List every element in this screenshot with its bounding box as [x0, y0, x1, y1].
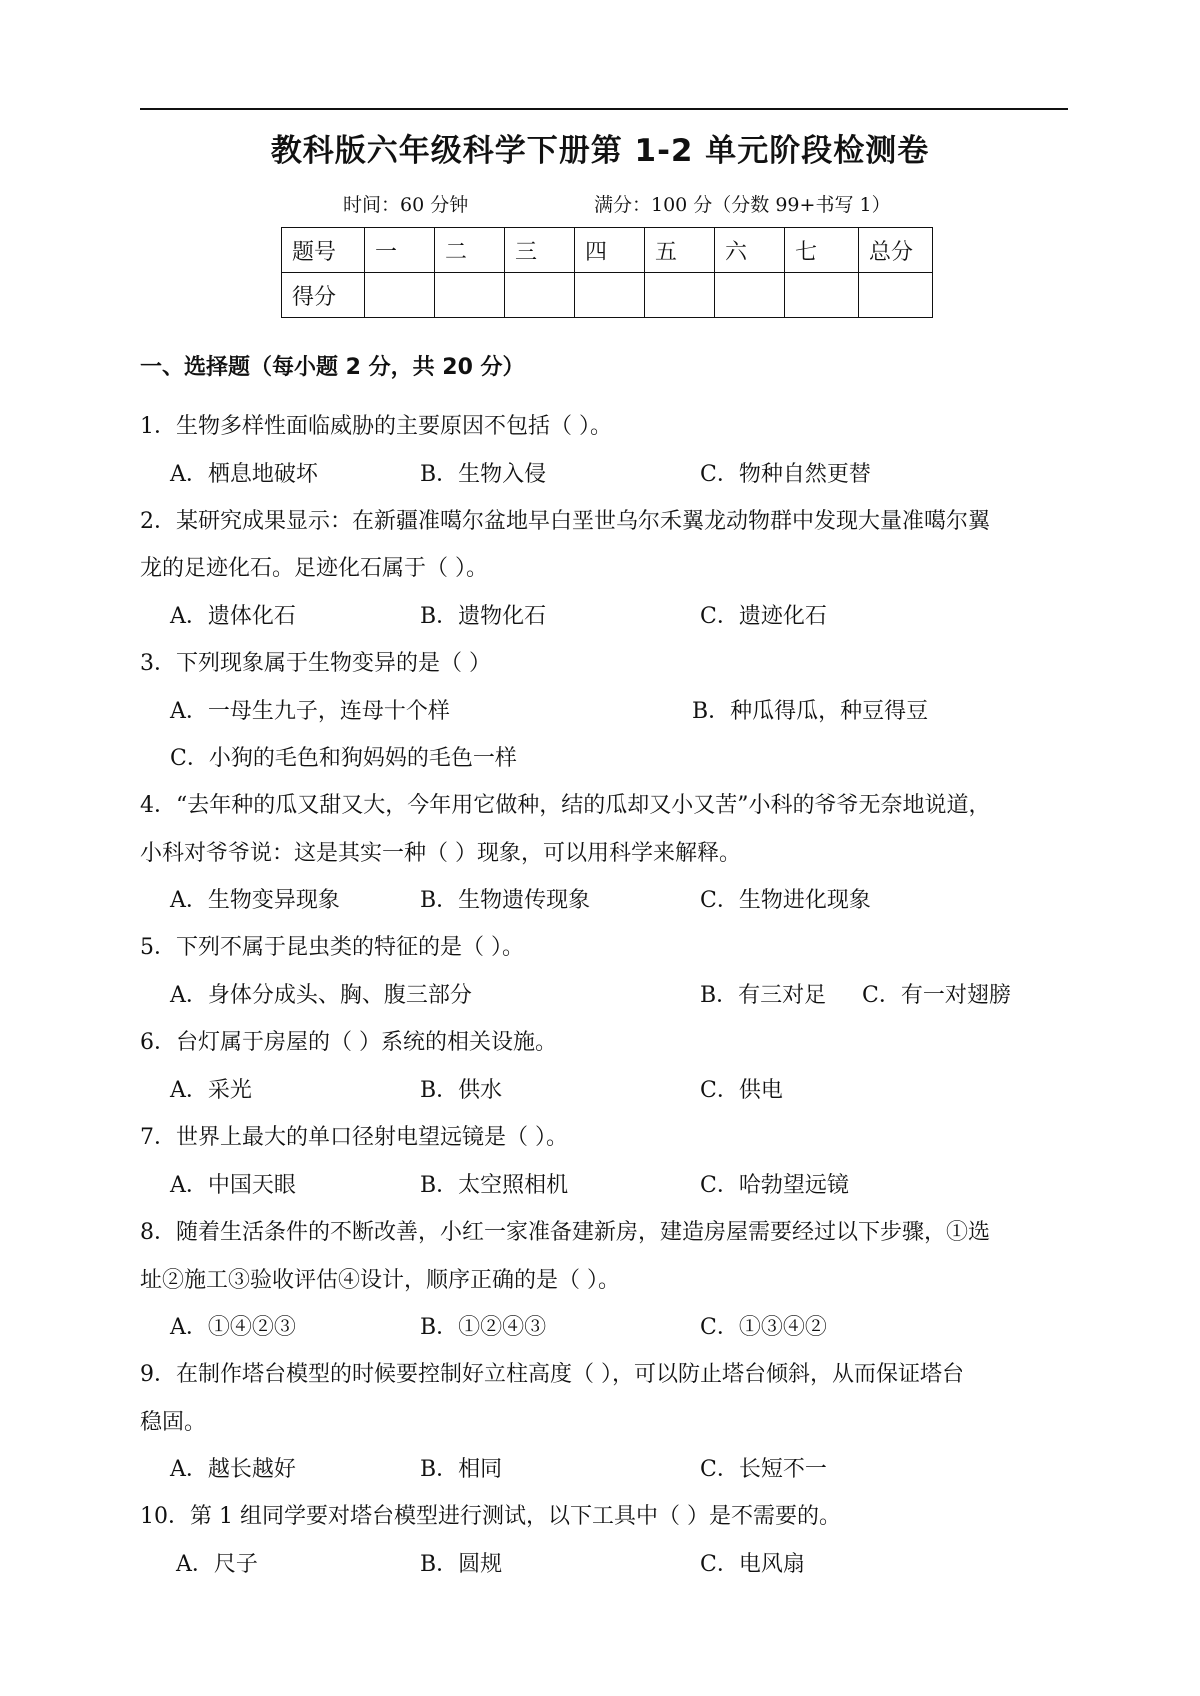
score-cell: [575, 273, 645, 318]
score-cell: [859, 273, 933, 318]
question-9-option-c: C．长短不一: [700, 1457, 827, 1482]
question-8-text: 8．随着生活条件的不断改善，小红一家准备建新房，建造房屋需要经过以下步骤，①选: [140, 1220, 990, 1245]
question-7-option-b: B．太空照相机: [420, 1173, 569, 1198]
question-3-text: 3．下列现象属于生物变异的是（ ）: [140, 651, 491, 676]
question-2-text: 2．某研究成果显示：在新疆准噶尔盆地早白垩世乌尔禾翼龙动物群中发现大量准噶尔翼: [140, 509, 990, 534]
question-7-text: 7．世界上最大的单口径射电望远镜是（ ）。: [140, 1125, 568, 1150]
score-table-header-cell: 六: [715, 228, 785, 273]
question-9-option-b: B．相同: [420, 1457, 503, 1482]
question-8-text-cont: 址②施工③验收评估④设计，顺序正确的是（ ）。: [140, 1268, 620, 1293]
question-5-text: 5．下列不属于昆虫类的特征的是（ ）。: [140, 935, 524, 960]
score-table-header-cell: 三: [505, 228, 575, 273]
question-7-option-c: C．哈勃望远镜: [700, 1173, 849, 1198]
question-8-option-c: C．①③④②: [700, 1315, 827, 1340]
score-table-header-row: [282, 228, 933, 273]
question-3-option-b: B．种瓜得瓜，种豆得豆: [692, 699, 929, 724]
exam-full-score: 满分：100 分（分数 99+书写 1）: [594, 194, 891, 216]
question-6-option-c: C．供电: [700, 1078, 783, 1103]
question-4-option-c: C．生物进化现象: [700, 888, 871, 913]
score-row-label: 得分: [282, 273, 365, 318]
question-4-option-b: B．生物遗传现象: [420, 888, 591, 913]
score-table-header-cell: 二: [435, 228, 505, 273]
question-5-option-a: A．身体分成头、胸、腹三部分: [170, 983, 472, 1008]
question-1-option-b: B．生物入侵: [420, 462, 547, 487]
score-table-header-cell: 一: [365, 228, 435, 273]
score-table-header-cell: 总分: [859, 228, 933, 273]
question-2-option-c: C．遗迹化石: [700, 604, 827, 629]
score-table: [281, 227, 933, 318]
score-cell: [365, 273, 435, 318]
score-cell: [435, 273, 505, 318]
question-4-text-cont: 小科对爷爷说：这是其实一种（ ）现象，可以用科学来解释。: [140, 841, 741, 866]
question-1-text: 1．生物多样性面临威胁的主要原因不包括（ ）。: [140, 414, 612, 439]
score-table-header-cell: 题号: [282, 228, 365, 273]
question-2-option-b: B．遗物化石: [420, 604, 547, 629]
question-8-option-b: B．①②④③: [420, 1315, 547, 1340]
exam-time: 时间：60 分钟: [343, 194, 469, 216]
question-6-option-b: B．供水: [420, 1078, 503, 1103]
question-3-option-c: C．小狗的毛色和狗妈妈的毛色一样: [170, 746, 517, 771]
score-cell: [505, 273, 575, 318]
score-table-header-cell: 七: [785, 228, 859, 273]
question-6-text: 6．台灯属于房屋的（ ）系统的相关设施。: [140, 1030, 557, 1055]
question-10-option-a: A．尺子: [176, 1552, 258, 1577]
score-table-header-cell: 五: [645, 228, 715, 273]
question-9-option-a: A．越长越好: [170, 1457, 296, 1482]
question-7-option-a: A．中国天眼: [170, 1173, 296, 1198]
page-title: 教科版六年级科学下册第 1-2 单元阶段检测卷: [270, 133, 930, 169]
score-table-header-cell: 四: [575, 228, 645, 273]
score-cell: [715, 273, 785, 318]
question-4-option-a: A．生物变异现象: [170, 888, 340, 913]
question-10-text: 10．第 1 组同学要对塔台模型进行测试，以下工具中（ ）是不需要的。: [140, 1504, 841, 1529]
score-table-score-row: [282, 273, 933, 318]
score-cell: [785, 273, 859, 318]
question-9-text-cont: 稳固。: [140, 1410, 207, 1435]
top-rule: [140, 108, 1068, 110]
question-5-option-b: B．有三对足: [700, 983, 827, 1008]
section-heading: 一、选择题（每小题 2 分，共 20 分）: [140, 355, 525, 380]
question-1-option-c: C．物种自然更替: [700, 462, 871, 487]
question-10-option-c: C．电风扇: [700, 1552, 805, 1577]
question-3-option-a: A．一母生九子，连母十个样: [170, 699, 450, 724]
question-4-text: 4．“去年种的瓜又甜又大，今年用它做种，结的瓜却又小又苦”小科的爷爷无奈地说道，: [140, 793, 991, 818]
question-9-text: 9．在制作塔台模型的时候要控制好立柱高度（ ），可以防止塔台倾斜，从而保证塔台: [140, 1362, 964, 1387]
score-cell: [645, 273, 715, 318]
question-6-option-a: A．采光: [170, 1078, 252, 1103]
question-10-option-b: B．圆规: [420, 1552, 503, 1577]
question-2-text-cont: 龙的足迹化石。足迹化石属于（ ）。: [140, 556, 488, 581]
question-1-option-a: A．栖息地破坏: [170, 462, 318, 487]
question-8-option-a: A．①④②③: [170, 1315, 296, 1340]
question-5-option-c: C．有一对翅膀: [862, 983, 1011, 1008]
question-2-option-a: A．遗体化石: [170, 604, 296, 629]
